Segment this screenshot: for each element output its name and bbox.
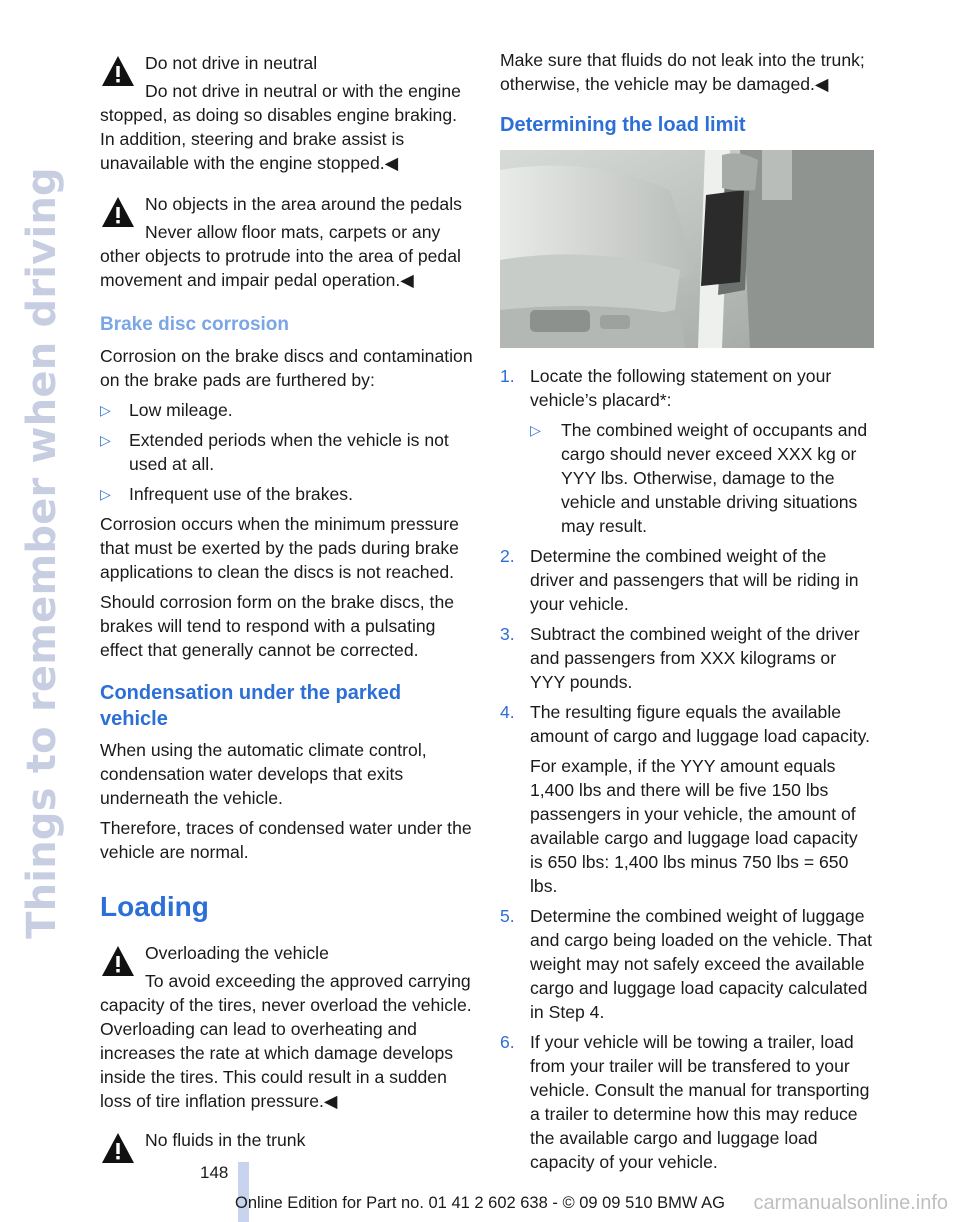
brake-paragraph: Should corrosion form on the brake discs, the brakes will tend to respond with a pulsating effect that generally cannot be corrected.	[100, 592, 455, 660]
condensation-paragraph: Therefore, traces of condensed water under the vehicle are normal.	[100, 818, 472, 862]
list-item: 1. Locate the following statement on your vehicle’s placard*: ▷ The combined weight of occupants and cargo should never exceed XXX kg or YYY lbs. Otherwise, damage to the vehicle and unstable driving situations may result.	[500, 366, 868, 536]
loading-heading: Loading	[100, 891, 209, 922]
bullet-arrow-icon: ▷	[100, 486, 111, 502]
bullet-arrow-icon: ▷	[530, 422, 541, 438]
list-item: 6. If your vehicle will be towing a trailer, load from your trailer will be transfered to your vehicle. Consult the manual for transporting a trailer to determine how this may reduce the available cargo and luggage load capacity of your vehicle.	[500, 1032, 870, 1172]
warning-text: Do not drive in neutral or with the engine stopped, as doing so disables engine braking. In addition, steering and brake assist is unavailable with the engine stopped.◀	[100, 81, 461, 173]
warning-triangle-icon	[100, 944, 136, 978]
warning-triangle-icon	[100, 54, 136, 88]
condensation-heading: Condensation under the parked vehicle	[100, 682, 402, 730]
side-section-title: Things to remember when driving	[19, 167, 65, 939]
warning-triangle-icon	[100, 195, 136, 229]
list-item: ▷ Low mileage.	[100, 400, 233, 420]
condensation-paragraph: When using the automatic climate control, condensation water develops that exits underneath the vehicle.	[100, 740, 427, 808]
warning-pedals	[100, 189, 474, 292]
footer-edition-text: Online Edition for Part no. 01 41 2 602 638 - © 09 09 510 BMW AG	[234, 1194, 726, 1212]
bullet-arrow-icon: ▷	[100, 432, 111, 448]
brake-intro: Corrosion on the brake discs and contamination on the brake pads are furthered by:	[100, 346, 473, 390]
list-item: ▷ Extended periods when the vehicle is not used at all.	[100, 430, 449, 474]
warning-fluids	[100, 1125, 474, 1152]
warning-triangle-icon	[100, 1131, 136, 1165]
left-column	[100, 48, 474, 1165]
page-number: 148	[200, 1163, 229, 1182]
warning-text: To avoid exceeding the approved carrying capacity of the tires, never overload the vehicle. Overloading can lead to overheating and increases the rate at which damage develops inside the tires. This could result in a sudden loss of tire inflation pressure.◀	[100, 971, 472, 1111]
brake-paragraph: Corrosion occurs when the minimum pressure that must be exerted by the pads during brake applications to clean the discs is not reached.	[100, 514, 459, 582]
load-limit-heading: Determining the load limit	[500, 114, 746, 136]
list-item: 3. Subtract the combined weight of the driver and passengers from XXX kilograms or YYY pounds.	[500, 624, 860, 692]
seat-placard-photo	[500, 150, 874, 348]
footer-accent-bar	[238, 1162, 249, 1222]
list-item: 2. Determine the combined weight of the driver and passengers that will be riding in your vehicle.	[500, 546, 859, 614]
fluids-continuation: Make sure that fluids do not leak into the trunk; otherwise, the vehicle may be damaged.◀	[500, 50, 865, 94]
list-item: 5. Determine the combined weight of luggage and cargo being loaded on the vehicle. That weight may not safely exceed the available cargo and luggage load capacity calculated in Step 4.	[500, 906, 873, 1022]
brake-heading: Brake disc corrosion	[100, 314, 290, 335]
warning-title: Do not drive in neutral	[145, 53, 318, 73]
watermark: carmanualsonline.info	[753, 1192, 948, 1214]
warning-neutral	[100, 48, 474, 175]
bullet-arrow-icon: ▷	[100, 402, 111, 418]
warning-title: No objects in the area around the pedals	[145, 194, 462, 214]
warning-overload	[100, 938, 474, 1113]
list-item: 4. The resulting figure equals the available amount of cargo and luggage load capacity. For example, if the YYY amount equals 1,400 lbs and there will be five 150 lbs passengers in your vehicle, the amount of available cargo and luggage load capacity is 650 lbs: 1,400 lbs minus 750 lbs = 650 lbs.	[500, 702, 871, 896]
warning-text: Never allow floor mats, carpets or any other objects to protrude into the area of pedal movement and impair pedal operation.◀	[100, 222, 461, 290]
warning-title: No fluids in the trunk	[145, 1130, 306, 1150]
right-column	[500, 48, 874, 1180]
list-item: ▷ Infrequent use of the brakes.	[100, 484, 353, 504]
warning-title: Overloading the vehicle	[145, 943, 329, 963]
